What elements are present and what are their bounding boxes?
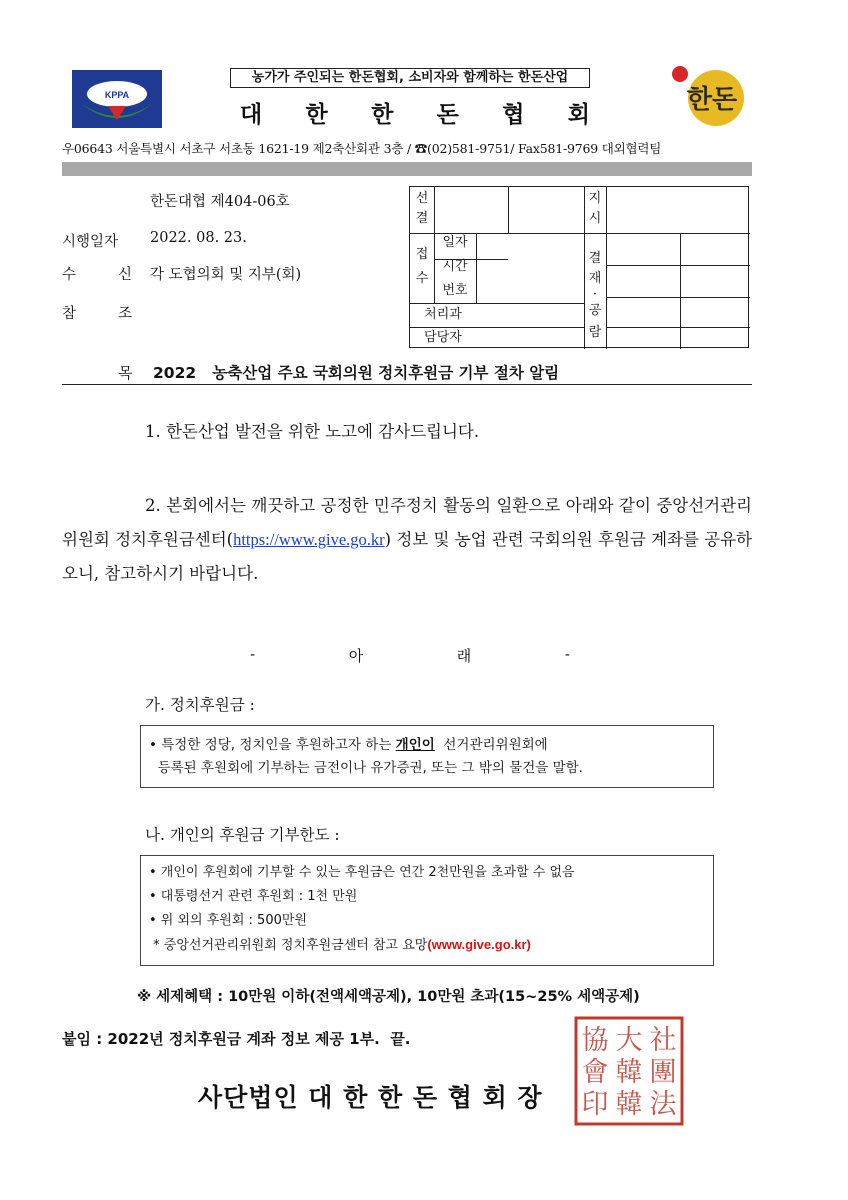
grid-label-ji: 지 xyxy=(588,191,602,206)
notice-char: 아 xyxy=(348,647,364,665)
paragraph-2-text: ) 정보 및 농업 관련 국회의원 후원금 계좌를 공유하오니, 참고하시기 바랍니다. xyxy=(62,530,752,583)
notice-char: - xyxy=(564,645,570,663)
reference-label-char: 참 xyxy=(62,306,77,322)
paragraph-2-text: 2. 본회에서는 깨끗하고 공정한 민주정치 활동의 일환으로 아래와 같이 중앙선거관리위원회 정치후원금센터( xyxy=(62,496,752,549)
slogan-box: 농가가 주인되는 한돈협회, 소비자와 함께하는 한돈산업 xyxy=(230,68,590,88)
org-title-char: 대 xyxy=(240,101,263,128)
notice-char: - xyxy=(250,645,256,663)
subject-title: 2022 농축산업 주요 국회의원 정치후원금 기부 절차 알림 xyxy=(153,364,560,382)
limit-item: • 위 외의 후원회 : 500만원 xyxy=(149,913,307,928)
grid-label-gyeoljae: 람 xyxy=(588,325,602,340)
recipient-label-char: 수 xyxy=(62,267,77,283)
grid-label-seon: 선 xyxy=(415,191,429,206)
org-title-char: 돈 xyxy=(436,101,459,128)
section-na-box xyxy=(140,855,714,966)
signature-line: 사단법인 대 한 한 돈 협 회 장 xyxy=(198,1083,543,1112)
give-site-link[interactable]: https://www.give.go.kr xyxy=(233,530,385,549)
grid-label-damdangja: 담당자 xyxy=(424,330,462,345)
approval-grid xyxy=(409,186,749,348)
reference-label-char: 조 xyxy=(117,306,132,322)
reference-label xyxy=(62,302,132,323)
paragraph-2 xyxy=(62,489,752,591)
handon-logo xyxy=(664,62,748,130)
grid-label-sigan: 시간 xyxy=(442,259,468,274)
seal-char: 會 xyxy=(581,1057,609,1088)
seal-char: 韓 xyxy=(615,1089,643,1120)
org-title xyxy=(240,96,590,129)
grid-label-beonho: 번호 xyxy=(442,283,468,298)
section-ga-text: • 특정한 정당, 정치인을 후원하고자 하는 xyxy=(149,737,396,753)
kppa-logo xyxy=(72,70,162,128)
section-ga-line-1 xyxy=(149,734,707,757)
grid-label-gyeoljae: 결 xyxy=(588,251,602,266)
grid-label-si: 시 xyxy=(588,211,602,226)
section-na-title: 나. 개인의 후원금 기부한도 : xyxy=(145,826,340,844)
grid-label-su: 수 xyxy=(415,271,429,286)
org-title-char: 한 xyxy=(305,101,328,128)
seal-char: 法 xyxy=(649,1089,677,1120)
seal-char: 韓 xyxy=(615,1057,643,1088)
section-ga-title: 가. 정치후원금 : xyxy=(145,696,255,714)
header-divider-bar xyxy=(62,162,752,176)
seal-char: 社 xyxy=(649,1025,677,1056)
recipient-label-char: 신 xyxy=(117,267,132,283)
grid-label-gyeol: 결 xyxy=(415,211,429,226)
document-number: 한돈대협 제404-06호 xyxy=(150,194,290,210)
grid-label-gyeoljae: · xyxy=(592,287,598,302)
seal-char: 團 xyxy=(649,1057,677,1088)
org-title-char: 회 xyxy=(567,101,590,128)
section-ga-box xyxy=(140,725,714,788)
notice-heading xyxy=(250,645,570,666)
attachment-line: 붙임 : 2022년 정치후원금 계좌 정보 제공 1부. 끝. xyxy=(62,1030,411,1048)
grid-label-cheorigwa: 처리과 xyxy=(424,307,462,322)
tax-benefit-note: ※ 세제혜택 : 10만원 이하(전액세액공제), 10만원 초과(15~25% 세액공제) xyxy=(137,989,640,1005)
recipient-value: 각 도협의회 및 지부(회) xyxy=(150,267,302,283)
org-title-char: 협 xyxy=(502,101,525,128)
date-label: 시행일자 xyxy=(62,234,119,250)
grid-label-gyeoljae: 공 xyxy=(588,303,602,318)
limit-item: • 대통령선거 관련 후원회 : 1천 만원 xyxy=(149,889,358,904)
org-title-char: 한 xyxy=(371,101,394,128)
date-value: 2022. 08. 23. xyxy=(150,230,247,246)
seal-char: 印 xyxy=(581,1089,609,1120)
limit-note-text: * 중앙선거관리위원회 정치후원금센터 참고 요망 xyxy=(149,938,428,953)
section-ga-line-2: 등록된 후원회에 기부하는 금전이나 유가증권, 또는 그 밖의 물건을 말함. xyxy=(149,760,583,776)
section-ga-emphasis: 개인이 xyxy=(395,737,435,753)
official-seal xyxy=(573,1015,685,1127)
grid-label-jeop: 접 xyxy=(415,247,429,262)
limit-note-url: (www.give.go.kr) xyxy=(427,937,531,952)
seal-char: 大 xyxy=(615,1025,643,1056)
limit-note xyxy=(149,933,707,958)
svg-text:KPPA: KPPA xyxy=(104,90,130,100)
address-line: 우06643 서울특별시 서초구 서초동 1621-19 제2축산회관 3층 / ☎(02)581-9751/ Fax581-9769 대외협력팀 xyxy=(62,141,662,156)
notice-char: 래 xyxy=(456,647,472,665)
recipient-label xyxy=(62,263,132,284)
grid-label-ilja: 일자 xyxy=(442,235,468,250)
limit-item: • 개인이 후원회에 기부할 수 있는 후원금은 연간 2천만원을 초과할 수 없음 xyxy=(149,865,575,880)
subject-label: 목 xyxy=(118,364,133,382)
seal-char: 協 xyxy=(581,1025,609,1056)
grid-label-gyeoljae: 재 xyxy=(588,271,602,286)
paragraph-1: 1. 한돈산업 발전을 위한 노고에 감사드립니다. xyxy=(145,422,480,441)
svg-text:한돈: 한돈 xyxy=(686,85,738,115)
section-ga-text: 선거관리위원회에 xyxy=(434,737,548,753)
